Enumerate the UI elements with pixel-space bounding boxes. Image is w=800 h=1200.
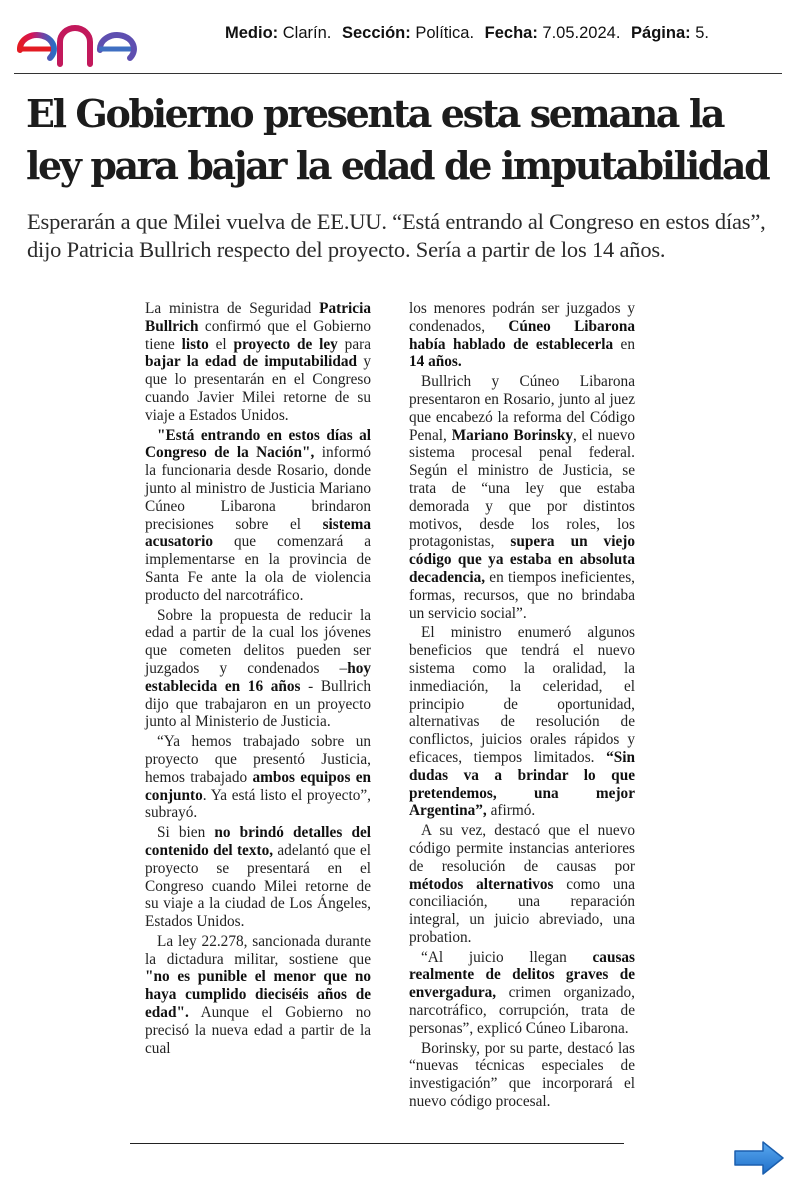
article-paragraph [409, 624, 635, 820]
bold-run: ambos equipos en conjunto [145, 768, 372, 804]
bold-run: supera un viejo código que ya estaba en absoluta decadencia, [409, 533, 635, 586]
article-column-2 [409, 300, 635, 1113]
text-run: afirmó. [486, 802, 536, 820]
article-paragraph [145, 733, 371, 822]
medio-value: Clarín. [282, 24, 332, 42]
bold-run: sistema acusatorio [145, 515, 371, 551]
article-paragraph [145, 824, 371, 931]
text-run: los menores podrán ser juzgados y condenados, [409, 300, 635, 335]
article-paragraph [145, 300, 371, 425]
press-clipping-meta [225, 24, 709, 43]
article-subhead: Esperarán a que Milei vuelva de EE.UU. “Está entrando al Congreso en estos días”, dijo Patricia Bullrich respecto del proyecto. Sería a partir de los 14 años. [27, 209, 766, 262]
text-run: “Al juicio llegan [421, 948, 593, 966]
text-run: adelantó que el proyecto se presentará en el Congreso cuando Milei retorne de su viaje a la ciudad de Los Ángeles, Estados Unidos. [145, 841, 371, 931]
text-run: Sobre la propuesta de reducir la edad a partir de la cual los jóvenes que cometen delitos pueden ser juzgados y condenados – [145, 606, 371, 677]
text-run: Bullrich y Cúneo Libarona presentaron en Rosario, junto al juez que encabezó la reforma del Código Penal, [409, 373, 635, 444]
bold-run: 14 años. [409, 353, 462, 371]
medio-label: Medio: [225, 24, 279, 42]
article-paragraph [409, 373, 635, 622]
bold-run: “Sin dudas va a brindar lo que pretendemos, una mejor Argentina”, [409, 748, 635, 820]
text-run: el [208, 335, 234, 353]
bold-run: no brindó detalles del contenido del texto, [145, 824, 371, 859]
header-divider [14, 73, 782, 74]
article-paragraph [409, 1040, 635, 1111]
text-run: Si bien [157, 824, 215, 842]
text-run: y que lo presentarán en el Congreso cuando Javier Milei retorne de su viaje a Estados Unidos. [145, 353, 371, 424]
text-run: El ministro enumeró algunos beneficios que tendrá el nuevo sistema como la oralidad, la inmediación, la celeridad, el principio de oportunidad, alternativas de resolución de conflictos, juicios orales rápidos y eficaces, tiempos limitados. [409, 624, 635, 766]
text-run: - Bullrich dijo que trabajaron en un proyecto junto al Ministerio de Justicia. [145, 677, 371, 731]
article-headline: El Gobierno presenta esta semana la ley para bajar la edad de imputabilidad [26, 91, 769, 188]
footer-divider [130, 1143, 624, 1144]
seccion-value: Política. [415, 24, 475, 42]
bold-run: causas realmente de delitos graves de envergadura, [409, 948, 635, 1002]
bold-run: proyecto de ley [233, 335, 338, 353]
article-paragraph [409, 300, 635, 371]
text-run: A su vez, destacó que el nuevo código permite instancias anteriores de resolución de causas por [409, 822, 635, 875]
article-paragraph [409, 822, 635, 947]
text-run: “Ya hemos trabajado sobre un proyecto que presentó Justicia, hemos trabajado [145, 733, 371, 786]
bold-run: Mariano Borinsky [451, 426, 573, 444]
seccion-label: Sección: [341, 24, 411, 42]
fecha-label: Fecha: [484, 24, 538, 42]
arrow-right-icon[interactable] [733, 1140, 785, 1176]
pagina-value: 5. [695, 24, 709, 42]
text-run: La ministra de Seguridad [145, 300, 320, 317]
text-run: como una conciliación, una reparación integral, un juicio abreviado, una probation. [409, 875, 635, 946]
text-run: que comenzará a implementarse en la provincia de Santa Fe ante la ola de violencia producto del narcotráfico. [145, 533, 371, 604]
bold-run: hoy establecida en 16 años [145, 659, 371, 695]
pagina-label: Página: [631, 24, 691, 42]
article-paragraph [145, 933, 371, 1058]
fecha-value: 7.05.2024. [542, 24, 621, 42]
article-column-1 [145, 300, 371, 1059]
text-run: , el nuevo sistema procesal penal federal. Según el ministro de Justicia, se trata de “una ley que estaba demorada y que por distintos motivos, desde los roles, los protagonistas, [409, 426, 635, 551]
logo-text: enel [14, 8, 16, 9]
enel-logo [14, 8, 182, 72]
bold-run: "Está entrando en estos días al Congreso de la Nación", [145, 426, 371, 462]
bold-run: "no es punible el menor que no haya cumplido dieciséis años de edad". [145, 968, 371, 1022]
text-run: en tiempos ineficientes, formas, recursos, que no brindaba un servicio social”. [409, 568, 635, 622]
article-paragraph [409, 949, 635, 1038]
text-run: en [613, 335, 635, 353]
text-run: para [337, 335, 371, 353]
bold-run: listo [181, 335, 209, 353]
bold-run: Patricia Bullrich [145, 300, 371, 335]
article-paragraph [145, 607, 371, 732]
bold-run: Cúneo Libarona había hablado de establecerla [409, 317, 635, 353]
bold-run: bajar la edad de imputabilidad [145, 353, 358, 371]
bold-run: métodos alternativos [409, 875, 554, 893]
text-run: . Ya está listo el proyecto”, subrayó. [145, 786, 371, 822]
article-paragraph [145, 427, 371, 605]
text-run: La ley 22.278, sancionada durante la dictadura militar, sostiene que [145, 932, 371, 968]
text-run: informó la funcionaria desde Rosario, donde junto al ministro de Justicia Mariano Cúneo Libarona brindaron precisiones sobre el [145, 444, 371, 533]
text-run: confirmó que el Gobierno tiene [145, 317, 371, 353]
text-run: Aunque el Gobierno no precisó la nueva edad a partir de la cual [145, 1004, 371, 1057]
text-run: crimen organizado, narcotráfico, corrupción, trata de personas”, explicó Cúneo Libarona. [409, 984, 635, 1037]
text-run: Borinsky, por su parte, destacó las “nuevas técnicas especiales de investigación” que incorporará el nuevo código procesal. [409, 1039, 635, 1111]
